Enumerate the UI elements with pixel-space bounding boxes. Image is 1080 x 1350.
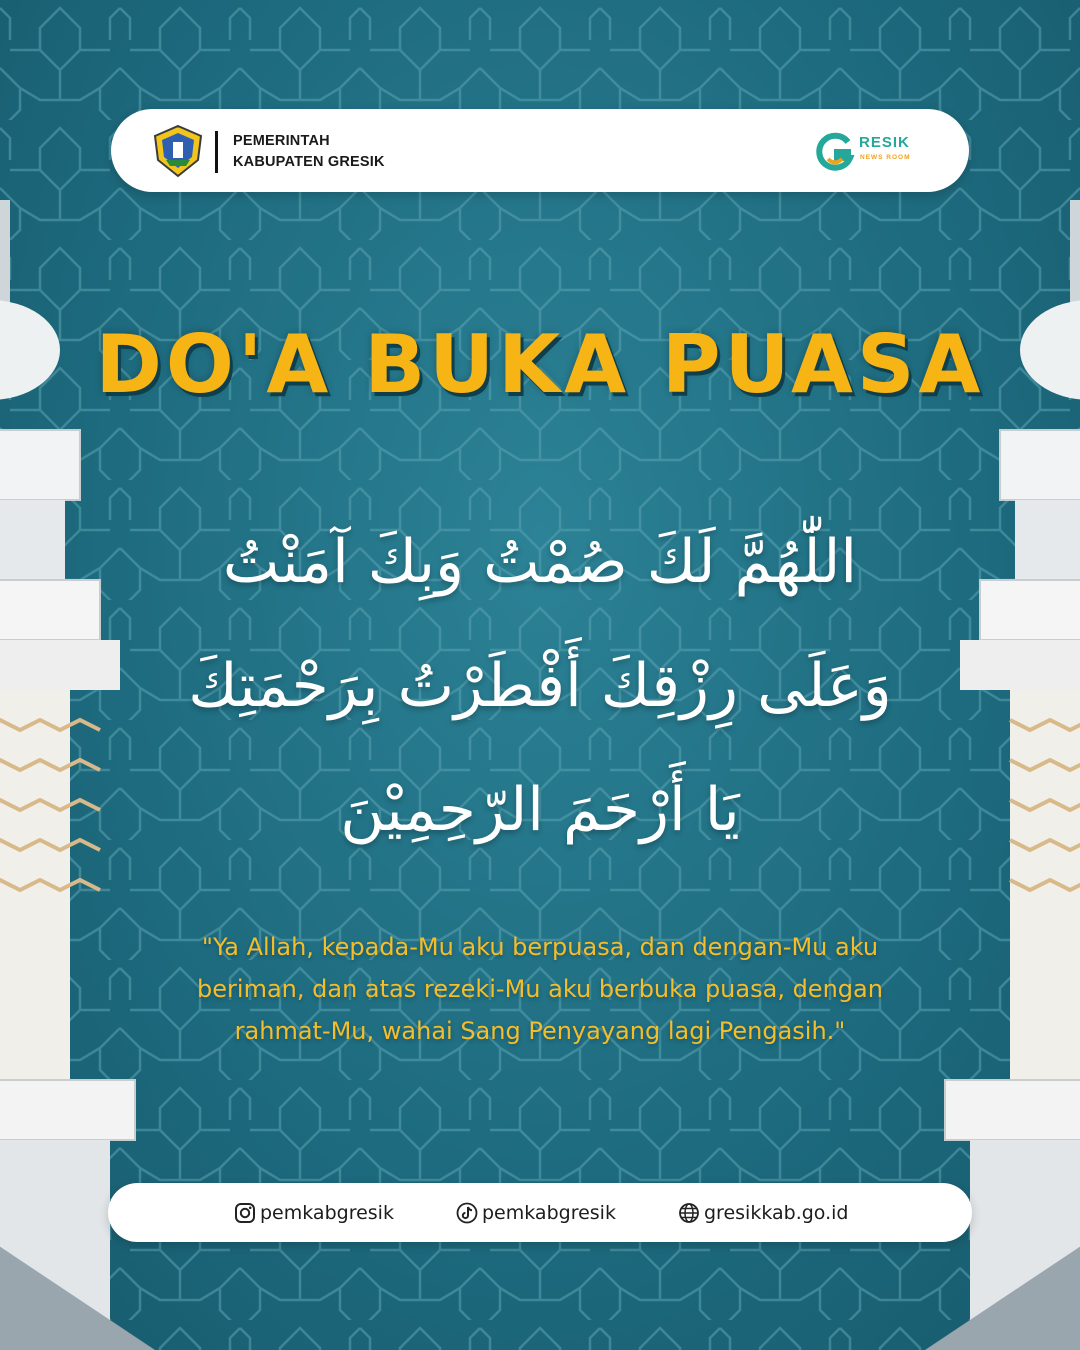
arabic-line-1: اللّٰهُمَّ لَكَ صُمْتُ وَبِكَ آمَنْتُ (222, 527, 858, 597)
translation-line-1: "Ya Allah, kepada-Mu aku berpuasa, dan dengan-Mu aku (201, 933, 879, 961)
resik-brand-subtitle: NEWS ROOM (860, 154, 911, 161)
header-divider (215, 131, 218, 173)
instagram-handle[interactable] (234, 1200, 394, 1226)
resik-logo (815, 129, 925, 173)
header-bar (111, 109, 969, 192)
translation-line-2: beriman, dan atas rezeki-Mu aku berbuka puasa, dengan (197, 975, 883, 1003)
government-name (233, 131, 385, 173)
arabic-prayer (120, 500, 960, 872)
government-line-2: KABUPATEN GRESIK (233, 154, 385, 170)
website-label: gresikkab.go.id (704, 1202, 849, 1224)
tiktok-icon (456, 1202, 478, 1224)
resik-brand-name: RESIK (859, 134, 910, 151)
arabic-line-2: وَعَلَى رِزْقِكَ أَفْطَرْتُ بِرَحْمَتِكَ (188, 651, 892, 721)
website-link[interactable] (678, 1200, 848, 1226)
translation-line-3: rahmat-Mu, wahai Sang Penyayang lagi Pengasih." (234, 1017, 846, 1045)
tiktok-label: pemkabgresik (482, 1202, 616, 1224)
instagram-label: pemkabgresik (260, 1202, 394, 1224)
kabupaten-gresik-emblem-icon (151, 124, 205, 178)
globe-icon (678, 1202, 700, 1224)
prayer-translation (120, 926, 960, 1052)
instagram-icon (234, 1202, 256, 1224)
government-line-1: PEMERINTAH (233, 133, 330, 149)
tiktok-handle[interactable] (456, 1200, 616, 1226)
arabic-line-3: يَا أَرْحَمَ الرّحِمِيْنَ (340, 775, 740, 845)
footer-bar (108, 1183, 972, 1242)
page-title: DO'A BUKA PUASA (95, 318, 985, 411)
resik-g-icon (815, 132, 855, 172)
